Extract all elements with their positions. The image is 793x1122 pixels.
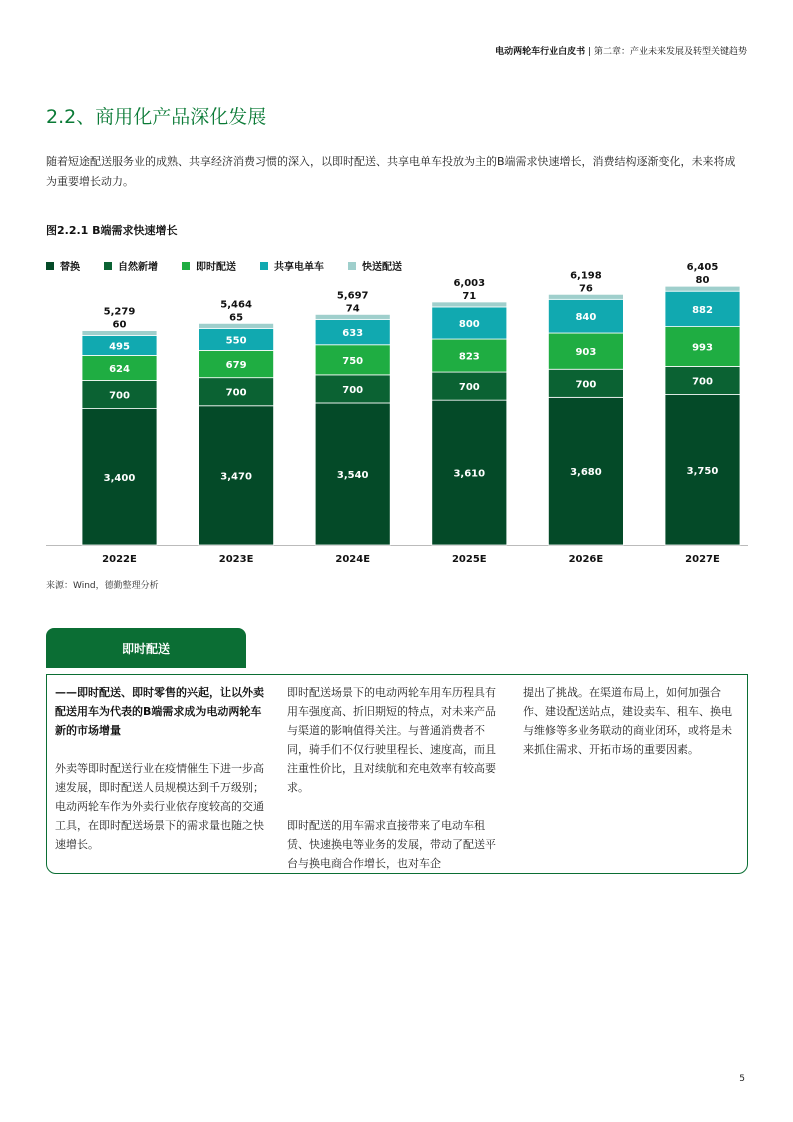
- panel-box: [46, 674, 748, 874]
- value-label-2-1: 700: [342, 384, 364, 396]
- value-label-5-4: 80: [695, 275, 710, 287]
- category-label-1: 2023E: [218, 554, 254, 565]
- value-label-2-3: 633: [342, 328, 364, 340]
- legend-label-1: 自然新增: [118, 262, 158, 273]
- total-label-4: 6,198: [570, 270, 602, 282]
- total-label-5: 6,405: [686, 262, 719, 274]
- bar-segment-0-4: [82, 331, 157, 336]
- value-label-3-2: 823: [458, 351, 480, 363]
- value-label-1-4: 65: [229, 312, 244, 324]
- figure-source: 来源：Wind，德勤整理分析: [46, 581, 159, 591]
- value-label-3-4: 71: [462, 290, 477, 302]
- value-label-4-2: 903: [575, 347, 597, 359]
- category-label-3: 2025E: [451, 554, 487, 565]
- value-label-1-2: 679: [225, 360, 247, 372]
- value-label-1-1: 700: [225, 387, 247, 399]
- panel-column-3: [523, 683, 737, 778]
- value-label-4-4: 76: [578, 283, 593, 295]
- value-label-5-0: 3,750: [686, 465, 719, 477]
- panel-col2-paragraph-1: 即时配送场景下的电动两轮车用车历程具有用车强度高、折旧期短的特点，对未来产品与渠道的影响值得关注。与普通消费者不同，骑手们不仅行驶里程长、速度高，而且注重性价比，且对续航和充电效率有较高要求。: [287, 686, 496, 794]
- value-label-5-3: 882: [692, 304, 713, 316]
- page-number: 5: [739, 1074, 745, 1084]
- value-label-5-2: 993: [692, 342, 713, 354]
- panel-column-1: [55, 683, 267, 873]
- bar-segment-5-4: [665, 286, 740, 291]
- category-label-0: 2022E: [102, 554, 137, 565]
- intro-paragraph: 随着短途配送服务业的成熟、共享经济消费习惯的深入，以即时配送、共享电单车投放为主的B端需求快速增长，消费结构逐渐变化，未来将成为重要增长动力。: [46, 155, 736, 188]
- value-label-5-1: 700: [692, 376, 713, 388]
- value-label-4-0: 3,680: [570, 467, 602, 479]
- value-label-0-4: 60: [112, 319, 127, 331]
- panel-col1-paragraph: 外卖等即时配送行业在疫情催生下进一步高速发展，即时配送人员规模达到千万级别；电动两轮车作为外卖行业依存度较高的交通工具，在即时配送场景下的需求量也随之快速增长。: [55, 762, 264, 851]
- section-title: 2.2、商用化产品深化发展: [46, 106, 267, 128]
- header-separator: |: [588, 47, 592, 57]
- legend-label-2: 即时配送: [196, 262, 236, 273]
- value-label-0-3: 495: [109, 341, 130, 353]
- value-label-0-1: 700: [109, 390, 130, 402]
- total-label-3: 6,003: [453, 277, 486, 289]
- legend-label-4: 快送配送: [362, 262, 402, 273]
- value-label-1-0: 3,470: [220, 471, 252, 483]
- bar-segment-3-4: [432, 302, 507, 307]
- chapter-title: 第二章：产业未来发展及转型关键趋势: [593, 47, 747, 57]
- value-label-2-2: 750: [342, 355, 364, 367]
- value-label-3-0: 3,610: [453, 468, 486, 480]
- value-label-2-0: 3,540: [336, 469, 369, 481]
- value-label-2-4: 74: [345, 303, 360, 315]
- bar-segment-2-4: [315, 314, 390, 319]
- panel-col3-paragraph: 提出了挑战。在渠道布局上，如何加强合作、建设配送站点，建设卖车、租车、换电与维修等多业务联动的商业闭环，或将是未来抓住需求、开拓市场的重要因素。: [523, 686, 732, 756]
- total-label-0: 5,279: [103, 306, 136, 318]
- value-label-0-0: 3,400: [103, 472, 136, 484]
- document-title: 电动两轮车行业白皮书: [495, 47, 586, 57]
- value-label-1-3: 550: [225, 335, 247, 347]
- value-label-3-3: 800: [458, 318, 480, 330]
- panel-column-2: [287, 683, 503, 892]
- category-label-2: 2024E: [335, 554, 371, 565]
- value-label-4-3: 840: [575, 312, 597, 324]
- panel-col2-paragraph-2: 即时配送的用车需求直接带来了电动车租赁、快速换电等业务的发展，带动了配送平台与换电商合作增长，也对车企: [287, 819, 496, 870]
- category-label-4: 2026E: [568, 554, 604, 565]
- category-label-5: 2027E: [685, 554, 720, 565]
- bar-segment-1-4: [199, 323, 274, 328]
- panel-lead: ——即时配送、即时零售的兴起，让以外卖配送用车为代表的B端需求成为电动两轮车新的市场增量: [55, 686, 264, 737]
- value-label-0-2: 624: [109, 363, 130, 375]
- legend-label-0: 替换: [60, 262, 80, 273]
- total-label-2: 5,697: [336, 290, 369, 302]
- figure-title: 图2.2.1 B端需求快速增长: [46, 224, 178, 237]
- legend-label-3: 共享电单车: [274, 262, 324, 273]
- panel-tab: 即时配送: [46, 628, 246, 668]
- value-label-4-1: 700: [575, 379, 597, 391]
- total-label-1: 5,464: [220, 299, 252, 311]
- value-label-3-1: 700: [458, 382, 480, 394]
- bar-segment-4-4: [548, 294, 623, 299]
